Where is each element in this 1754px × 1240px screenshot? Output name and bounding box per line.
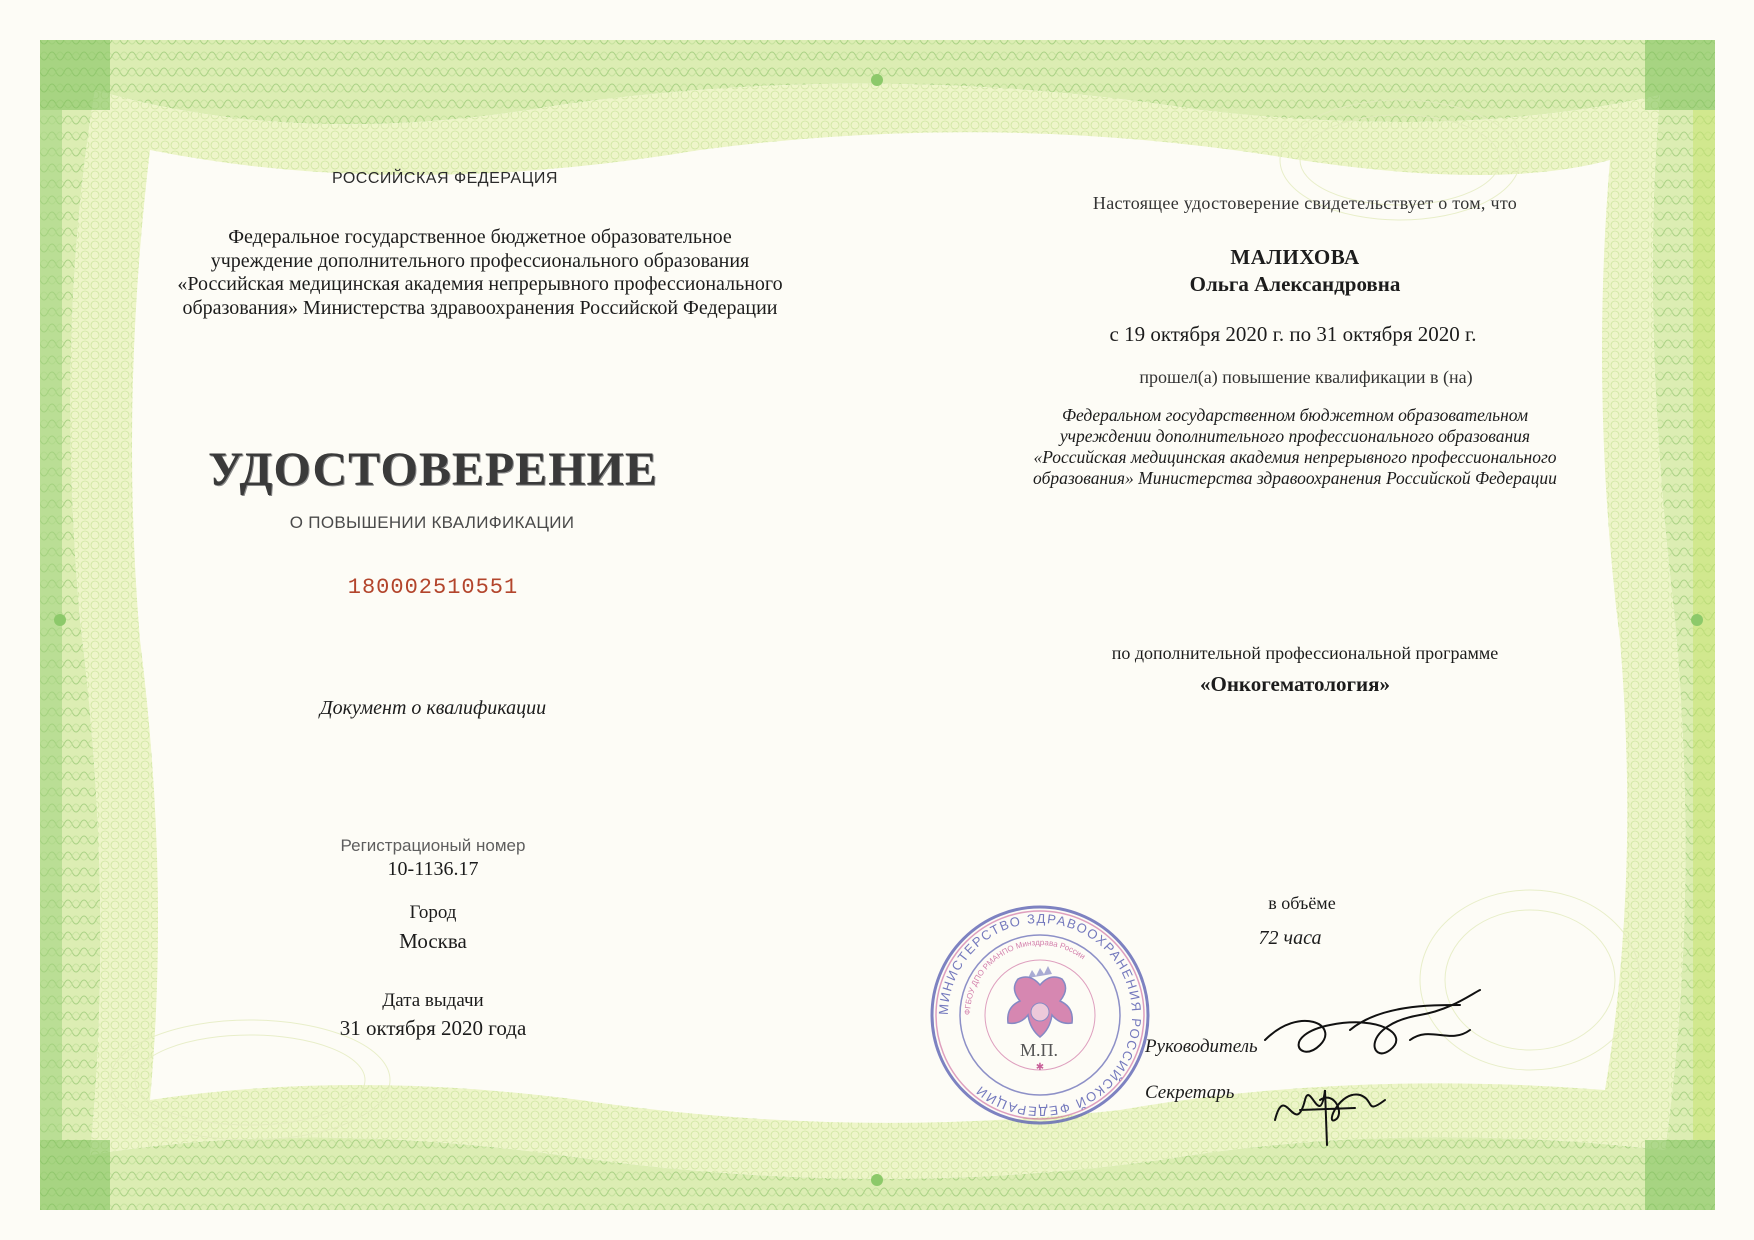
holder-surname: МАЛИХОВА [1230, 245, 1360, 269]
issuer-line: «Российская медицинская академия непрерывного профессионального [177, 273, 783, 296]
training-period: с 19 октября 2020 г. по 31 октября 2020 г. [1109, 322, 1477, 346]
document-number: 180002510551 [347, 575, 519, 600]
program-label: по дополнительной профессиональной программе [1111, 643, 1499, 663]
eagle-emblem-icon [1008, 966, 1073, 1037]
country-name: РОССИЙСКАЯ ФЕДЕРАЦИЯ [332, 170, 558, 187]
secretary-signature-label: Секретарь [1145, 1082, 1235, 1103]
city-label: Город [409, 902, 457, 923]
volume-value: 72 часа [1258, 927, 1322, 949]
completion-statement: прошел(а) повышение квалификации в (на) [1139, 367, 1473, 387]
issuer-line: образования» Министерства здравоохранения Российской Федерации [182, 296, 778, 319]
registration-number-value: 10-1136.17 [387, 858, 479, 880]
head-signature-label: Руководитель [1145, 1036, 1258, 1057]
svg-text:✱: ✱ [1035, 1062, 1045, 1073]
registration-number-label: Регистрационый номер [340, 836, 526, 855]
issuer-line: учреждение дополнительного профессионального образования [210, 249, 750, 272]
official-seal [925, 900, 1155, 1130]
organization-line: Федеральном государственном бюджетном образовательном [1061, 405, 1529, 425]
organization-line: учреждении дополнительного профессионального образования [1059, 426, 1531, 446]
holder-given-names: Ольга Александровна [1189, 272, 1401, 296]
volume-label: в объёме [1268, 893, 1336, 913]
city-value: Москва [399, 929, 467, 953]
secretary-signature [1265, 1060, 1395, 1150]
certifies-statement: Настоящее удостоверение свидетельствует о том, что [1092, 193, 1518, 213]
document-kind: Документ о квалификации [319, 697, 547, 719]
issuer-line: Федеральное государственное бюджетное образовательное [228, 226, 732, 248]
issue-date-label: Дата выдачи [382, 990, 484, 1011]
issue-date-value: 31 октября 2020 года [339, 1016, 527, 1040]
document-subtitle: О ПОВЫШЕНИИ КВАЛИФИКАЦИИ [289, 513, 575, 532]
organization-line: «Российская медицинская академия непрерывного профессионального [1033, 447, 1557, 467]
stamp-place-label: М.П. [1020, 1040, 1059, 1060]
organization-line: образования» Министерства здравоохранения Российской Федерации [1033, 468, 1557, 488]
seal-outer-text: МИНИСТЕРСТВО ЗДРАВООХРАНЕНИЯ РОССИЙСКОЙ ФЕДЕРАЦИИ [935, 910, 1145, 1120]
seal-inner-text: ФГБОУ ДПО РМАНПО Минздрава России [962, 937, 1087, 1016]
program-name: «Онкогематология» [1200, 672, 1390, 696]
issuer-organization [140, 226, 820, 320]
document-title: УДОСТОВЕРЕНИЕ [208, 443, 658, 496]
head-signature [1260, 985, 1490, 1065]
training-organization [985, 405, 1605, 489]
